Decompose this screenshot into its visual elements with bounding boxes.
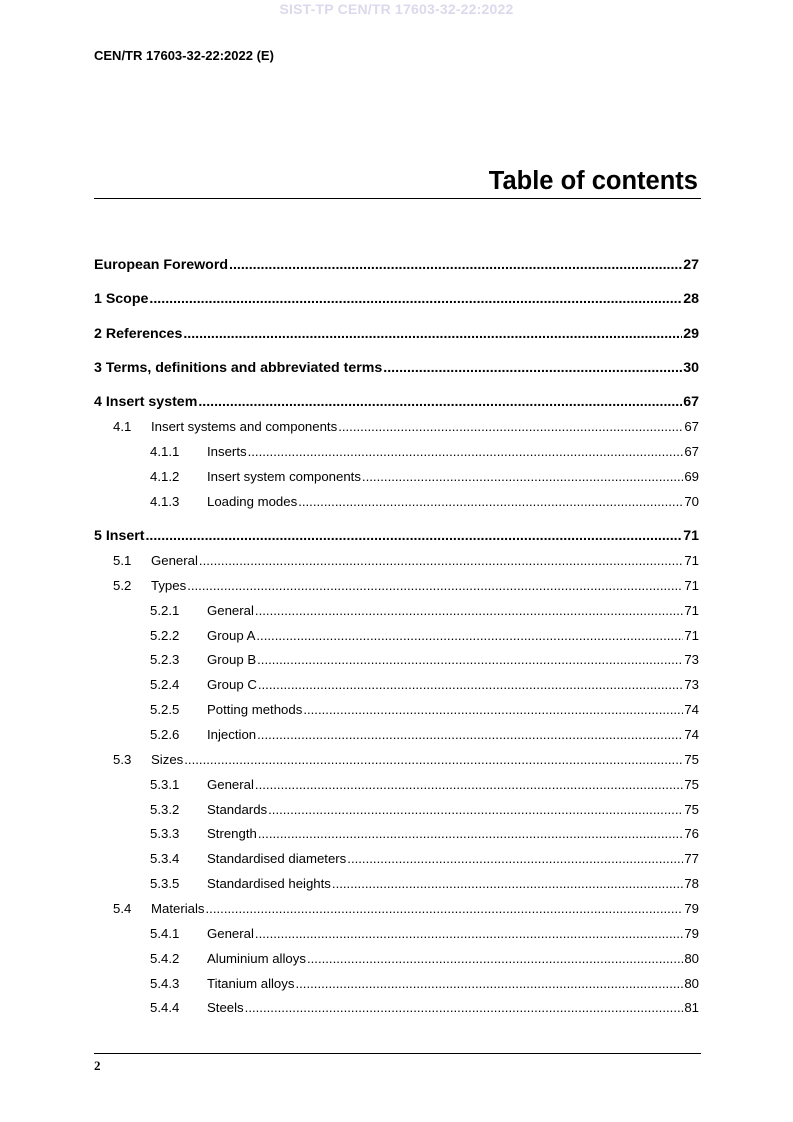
- toc-entry-label: Standardised diameters: [207, 851, 347, 866]
- toc-entry-page: 29: [683, 326, 699, 342]
- toc-entry[interactable]: [150, 467, 699, 487]
- toc-entry-page: 28: [683, 291, 699, 307]
- toc-entry-page: 27: [683, 257, 699, 273]
- toc-leader-dots: [338, 417, 683, 437]
- toc-entry-label: General: [207, 926, 254, 941]
- toc-leader-dots: [383, 358, 682, 378]
- toc-leader-dots: [307, 949, 683, 969]
- toc-entry-page: 74: [684, 727, 699, 742]
- toc-entry-label: 5 Insert: [94, 528, 145, 544]
- toc-entry-number: 5.3.1: [150, 777, 180, 792]
- toc-entry-label: 2 References: [94, 326, 183, 342]
- toc-leader-dots: [206, 899, 684, 919]
- toc-leader-dots: [255, 601, 683, 621]
- toc-entry-label: 3 Terms, definitions and abbreviated terms: [94, 360, 383, 376]
- toc-entry[interactable]: [94, 324, 699, 344]
- toc-entry[interactable]: [150, 700, 699, 720]
- toc-entry-page: 71: [684, 628, 699, 643]
- toc-leader-dots: [145, 526, 682, 546]
- toc-entry-number: 5.3.5: [150, 876, 180, 891]
- toc-entry[interactable]: [150, 626, 699, 646]
- toc-entry-number: 5.3.2: [150, 802, 180, 817]
- toc-entry-page: 81: [684, 1000, 699, 1015]
- toc-entry[interactable]: [150, 849, 699, 869]
- toc-entry-label: Inserts: [207, 444, 247, 459]
- toc-entry[interactable]: [150, 924, 699, 944]
- toc-entry[interactable]: [113, 899, 699, 919]
- toc-entry-page: 75: [684, 752, 699, 767]
- page-title: Table of contents: [488, 167, 698, 195]
- toc-leader-dots: [258, 824, 683, 844]
- toc-entry-label: Sizes: [151, 752, 184, 767]
- page-number: 2: [94, 1058, 101, 1073]
- watermark: SIST-TP CEN/TR 17603-32-22:2022: [279, 1, 514, 17]
- toc-entry[interactable]: [113, 551, 699, 571]
- toc-entry-label: Group C: [207, 677, 257, 692]
- toc-entry-number: 5.3.4: [150, 851, 180, 866]
- toc-entry-label: Steels: [207, 1000, 244, 1015]
- toc-leader-dots: [149, 289, 682, 309]
- toc-leader-dots: [245, 998, 684, 1018]
- toc-entry-page: 80: [684, 976, 699, 991]
- toc-leader-dots: [303, 700, 683, 720]
- toc-entry-label: General: [207, 777, 254, 792]
- toc-entry[interactable]: [94, 526, 699, 546]
- toc-entry-page: 71: [684, 578, 699, 593]
- toc-entry[interactable]: [150, 601, 699, 621]
- toc-leader-dots: [362, 467, 683, 487]
- toc-entry-page: 75: [684, 777, 699, 792]
- toc-leader-dots: [298, 492, 683, 512]
- toc-entry[interactable]: [113, 750, 699, 770]
- toc-entry-label: Titanium alloys: [207, 976, 295, 991]
- toc-entry-label: Insert system components: [207, 469, 361, 484]
- toc-entry-number: 5.2.6: [150, 727, 180, 742]
- toc-leader-dots: [184, 750, 683, 770]
- toc-entry-label: Group A: [207, 628, 256, 643]
- toc-entry-page: 71: [683, 528, 699, 544]
- toc-entry[interactable]: [150, 874, 699, 894]
- toc-entry[interactable]: [150, 824, 699, 844]
- toc-entry-page: 67: [684, 419, 699, 434]
- toc-entry-number: 5.3.3: [150, 826, 180, 841]
- toc-leader-dots: [248, 442, 684, 462]
- toc-entry[interactable]: [150, 775, 699, 795]
- toc-entry-page: 74: [684, 702, 699, 717]
- toc-entry-page: 30: [683, 360, 699, 376]
- toc-entry-number: 5.3: [113, 752, 132, 767]
- toc-entry[interactable]: [150, 998, 699, 1018]
- toc-leader-dots: [183, 324, 682, 344]
- toc-leader-dots: [198, 392, 682, 412]
- toc-leader-dots: [187, 576, 683, 596]
- toc-entry-label: Aluminium alloys: [207, 951, 306, 966]
- toc-entry-label: 1 Scope: [94, 291, 149, 307]
- toc-entry[interactable]: [94, 392, 699, 412]
- toc-entry-page: 79: [684, 901, 699, 916]
- toc-entry-page: 71: [684, 603, 699, 618]
- toc-entry[interactable]: [94, 255, 699, 275]
- toc-entry-page: 79: [684, 926, 699, 941]
- toc-entry-label: Materials: [151, 901, 205, 916]
- toc-leader-dots: [256, 626, 683, 646]
- toc-entry-number: 5.4.4: [150, 1000, 180, 1015]
- toc-entry-page: 73: [684, 677, 699, 692]
- footer-divider: [94, 1053, 701, 1054]
- toc-entry-number: 5.2.5: [150, 702, 180, 717]
- toc-entry[interactable]: [150, 675, 699, 695]
- toc-entry-page: 73: [684, 652, 699, 667]
- toc-entry-page: 76: [684, 826, 699, 841]
- toc-leader-dots: [332, 874, 683, 894]
- toc-entry[interactable]: [150, 800, 699, 820]
- toc-leader-dots: [268, 800, 683, 820]
- toc-leader-dots: [229, 255, 682, 275]
- toc-entry-page: 75: [684, 802, 699, 817]
- toc-entry-label: Injection: [207, 727, 257, 742]
- toc-entry-label: Types: [151, 578, 187, 593]
- toc-entry-number: 5.2.1: [150, 603, 180, 618]
- toc-entry-number: 4.1.2: [150, 469, 180, 484]
- toc-entry-page: 67: [683, 394, 699, 410]
- toc-entry[interactable]: [94, 289, 699, 309]
- toc-entry-label: Insert systems and components: [151, 419, 338, 434]
- toc-entry-label: Loading modes: [207, 494, 298, 509]
- toc-entry[interactable]: [113, 576, 699, 596]
- toc-entry-number: 5.2: [113, 578, 132, 593]
- toc-entry-page: 67: [684, 444, 699, 459]
- toc-entry-number: 4.1.3: [150, 494, 180, 509]
- toc-entry-label: Potting methods: [207, 702, 303, 717]
- toc-entry-number: 5.1: [113, 553, 132, 568]
- toc-leader-dots: [257, 650, 683, 670]
- toc-leader-dots: [255, 775, 683, 795]
- toc-entry-label: 4 Insert system: [94, 394, 198, 410]
- toc-entry-page: 69: [684, 469, 699, 484]
- toc-entry-label: Group B: [207, 652, 257, 667]
- toc-entry-page: 80: [684, 951, 699, 966]
- toc-leader-dots: [199, 551, 683, 571]
- toc-entry-page: 70: [684, 494, 699, 509]
- toc-entry-label: Strength: [207, 826, 257, 841]
- toc-entry-label: Standardised heights: [207, 876, 331, 891]
- toc-entry-number: 5.2.4: [150, 677, 180, 692]
- toc-leader-dots: [255, 924, 683, 944]
- toc-entry-number: 4.1.1: [150, 444, 180, 459]
- toc-entry-page: 71: [684, 553, 699, 568]
- toc-entry[interactable]: [150, 725, 699, 745]
- toc-entry[interactable]: [113, 417, 699, 437]
- toc-entry-number: 5.4: [113, 901, 132, 916]
- toc-entry-number: 5.4.3: [150, 976, 180, 991]
- toc-entry[interactable]: [150, 492, 699, 512]
- toc-entry-label: Standards: [207, 802, 268, 817]
- toc-entry-label: General: [151, 553, 198, 568]
- toc-entry-number: 5.2.3: [150, 652, 180, 667]
- toc-leader-dots: [257, 725, 683, 745]
- toc-entry[interactable]: [94, 358, 699, 378]
- toc-entry-page: 78: [684, 876, 699, 891]
- toc-entry[interactable]: [150, 442, 699, 462]
- toc-leader-dots: [295, 974, 683, 994]
- toc-entry-label: General: [207, 603, 254, 618]
- toc-leader-dots: [347, 849, 683, 869]
- toc-entry[interactable]: [150, 949, 699, 969]
- toc-entry-label: European Foreword: [94, 257, 229, 273]
- toc-entry[interactable]: [150, 650, 699, 670]
- document-id-header: CEN/TR 17603-32-22:2022 (E): [94, 48, 274, 63]
- toc-entry-page: 77: [684, 851, 699, 866]
- toc-entry-number: 5.4.1: [150, 926, 180, 941]
- toc-entry-number: 4.1: [113, 419, 132, 434]
- toc-entry-number: 5.2.2: [150, 628, 180, 643]
- toc-entry[interactable]: [150, 974, 699, 994]
- toc-leader-dots: [258, 675, 683, 695]
- toc-entry-number: 5.4.2: [150, 951, 180, 966]
